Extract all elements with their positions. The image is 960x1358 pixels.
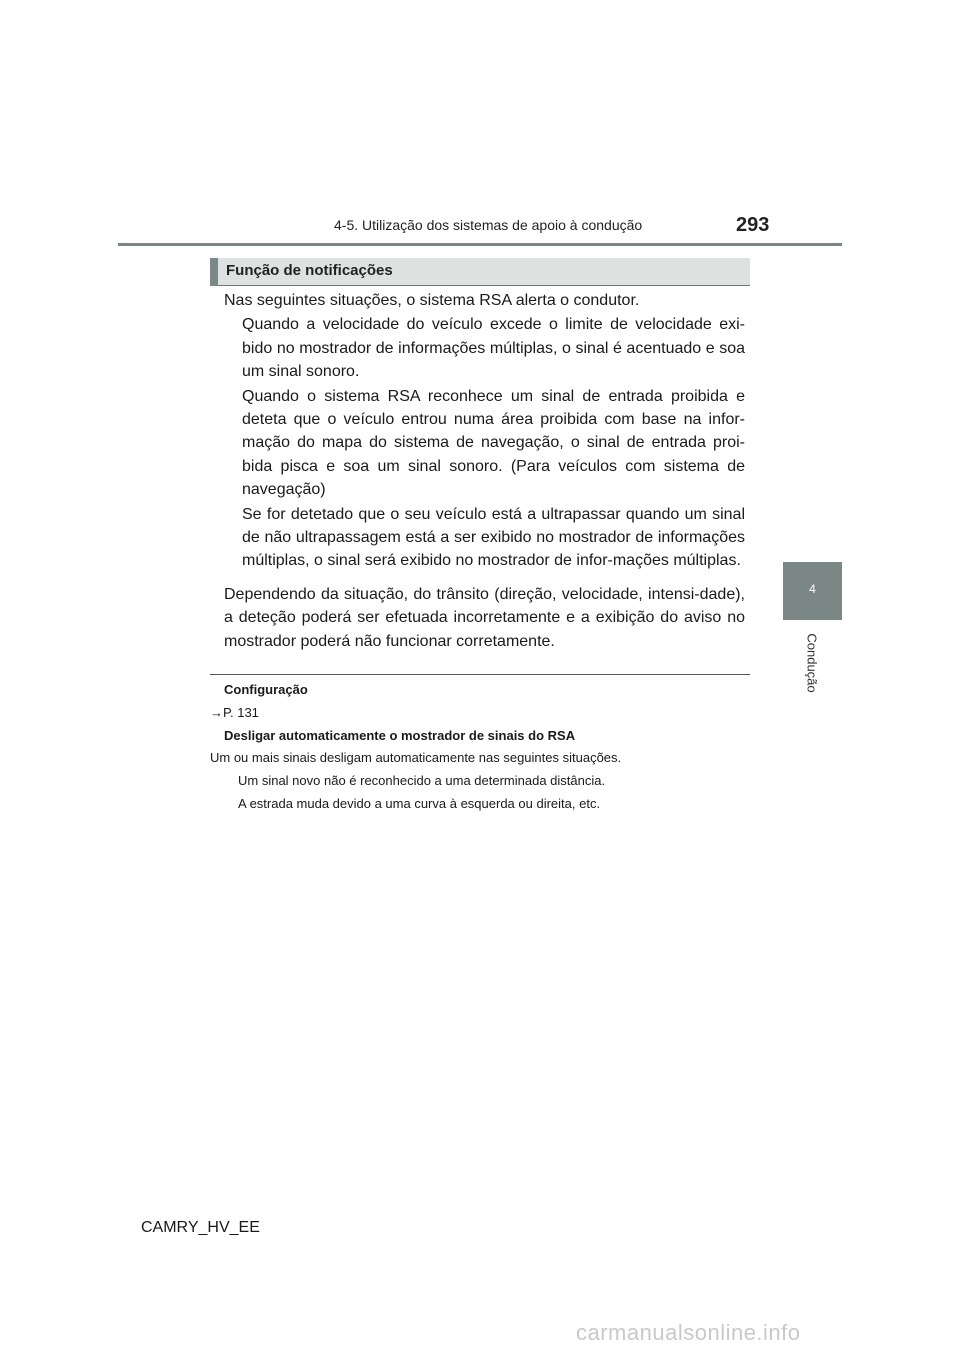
section-header-title: Função de notificações: [226, 262, 393, 279]
page-number: 293: [736, 214, 770, 236]
header-rule: [118, 243, 842, 246]
notes-divider: [210, 674, 750, 675]
config-page-reference: →P. 131: [210, 705, 259, 720]
list-item: Quando o sistema RSA reconhece um sinal de entrada proibida e deteta que o veículo entrou numa área proibida com base na infor-mação do mapa do sistema de navegação, o sinal de entrada proi-bida pisca e soa um sinal sonoro. (Para veículos com sistema de navegação): [242, 387, 745, 499]
body-text: [224, 289, 745, 653]
follow-paragraph: Dependendo da situação, do trânsito (direção, velocidade, intensi-dade), a deteção poderá ser efetuada incorretamente e a exibição do aviso no mostrador poderá não funcionar corretamente.: [224, 585, 745, 650]
watermark: carmanualsonline.info: [576, 1320, 801, 1345]
list-item: Um sinal novo não é reconhecido a uma determinada distância.: [238, 773, 606, 788]
intro-paragraph: Nas seguintes situações, o sistema RSA alerta o condutor.: [224, 292, 640, 309]
notifications-section-header: [210, 258, 750, 286]
config-title: Configuração: [224, 682, 308, 697]
section-header-bar: [210, 258, 218, 286]
auto-off-title: Desligar automaticamente o mostrador de sinais do RSA: [224, 728, 576, 743]
notes-section: [210, 681, 745, 811]
chapter-number: 4: [809, 582, 816, 596]
chapter-tab: [783, 562, 842, 620]
chapter-label: Condução: [804, 633, 820, 693]
list-item: A estrada muda devido a uma curva à esquerda ou direita, etc.: [238, 796, 601, 811]
document-code: CAMRY_HV_EE: [141, 1219, 260, 1236]
list-item: Se for detetado que o seu veículo está a ultrapassar quando um sinal de não ultrapassagem está a ser exibido no mostrador de informações múltiplas, o sinal será exibido no mostrador de infor-mações múltiplas.: [242, 505, 745, 570]
auto-off-text: Um ou mais sinais desligam automaticamente nas seguintes situações.: [210, 750, 622, 765]
section-title: 4-5. Utilização dos sistemas de apoio à condução: [334, 217, 643, 233]
list-item: Quando a velocidade do veículo excede o limite de velocidade exi-bido no mostrador de informações múltiplas, o sinal é acentuado e soa um sinal sonoro.: [242, 316, 745, 381]
